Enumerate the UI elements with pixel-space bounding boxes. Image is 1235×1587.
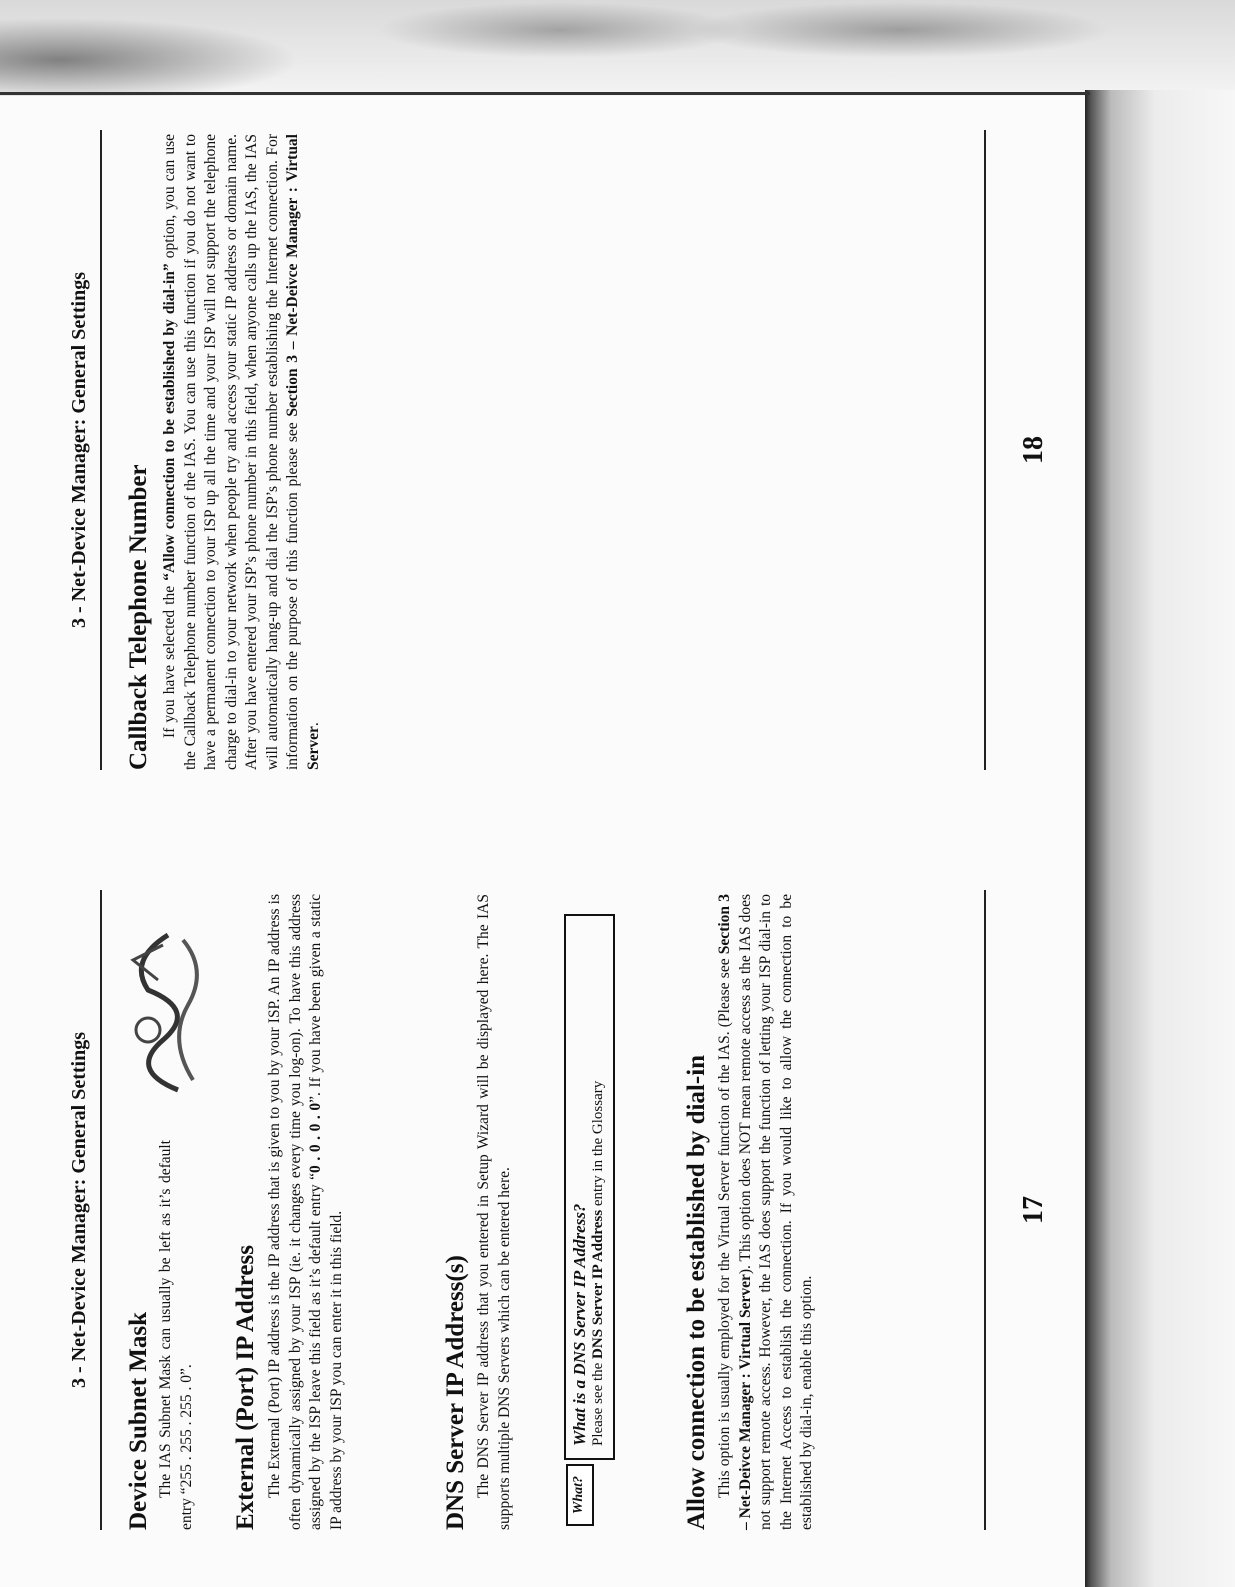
glossary-note: What is a DNS Server IP Address? Please see the DNS Server IP Address entry in the Glossary (564, 914, 615, 1460)
running-header: 3 - Net-Device Manager: General Settings (68, 272, 90, 628)
section-title-external: External (Port) IP Address (232, 1245, 259, 1530)
header-rule (100, 890, 102, 1530)
section-text-dialin: This option is usually employed for the Virtual Server function of the IAS. (Please see Section 3 – Net-Deivce Manager : Virtual Server). This option does NOT mean remote access as the IAS does not support remote access. However, the IAS does support the function of letting your ISP dial-in to the Internet Access to establish the connection. If you would like to allow the connection to be established by dial-in, enable this option. (716, 893, 815, 1530)
section-title-subnet: Device Subnet Mask (125, 1311, 152, 1530)
section-text-subnet: The IAS Subnet Mask can usually be left as it’s default entry “255 . 255 . 255 . 0”. (157, 1140, 195, 1530)
section-text-external: The External (Port) IP address is the IP address that is given to you by your ISP. An IP address is often dynamically assigned by your ISP (ie. it changes every time you log-on). To have this address assigned by the ISP leave this field as it’s default entry “0 . 0 . 0 . 0”. If you have been given a static IP address by your ISP you can enter it in this field. (266, 893, 345, 1530)
running-header: 3 - Net-Device Manager: General Settings (68, 1032, 90, 1388)
what-badge-icon: What? (566, 1464, 594, 1526)
footer-rule (984, 890, 986, 1530)
note-title: What is a DNS Server IP Address? (570, 1203, 589, 1446)
section-title-dialin: Allow connection to be established by dial-in (683, 1054, 710, 1530)
page-number: 18 (1018, 436, 1049, 464)
sketch-figure-icon (108, 920, 208, 1100)
section-title-callback: Callback Telephone Number (125, 464, 152, 770)
section-title-dns: DNS Server IP Address(s) (442, 1255, 469, 1530)
section-text-dns: The DNS Server IP address that you entered in Setup Wizard will be displayed here. The IAS supports multiple DNS Servers which can be entered here. (475, 894, 513, 1530)
footer-rule (984, 130, 986, 770)
header-rule (100, 130, 102, 770)
scan-shadow-spine (1085, 90, 1235, 1587)
rotated-spread (40, 30, 1090, 1530)
page-number: 17 (1018, 1196, 1049, 1224)
section-text-callback: If you have selected the “Allow connection to be established by dial-in” option, you can use the Callback Telephone number function of the IAS. You can use this function if you do not want to have a permanent connection to your ISP up all the time and your ISP will not support the telephone charge to dial-in to your network when people try and access your static IP address or domain name. After you have entered your ISP’s phone number in this field, when anyone calls up the IAS, the IAS will automatically hang-up and dial the ISP’s phone number establishing the Internet connection. For information on the purpose of this function please see Section 3 – Net-Deivce Manager : Virtual Server. (161, 134, 322, 770)
